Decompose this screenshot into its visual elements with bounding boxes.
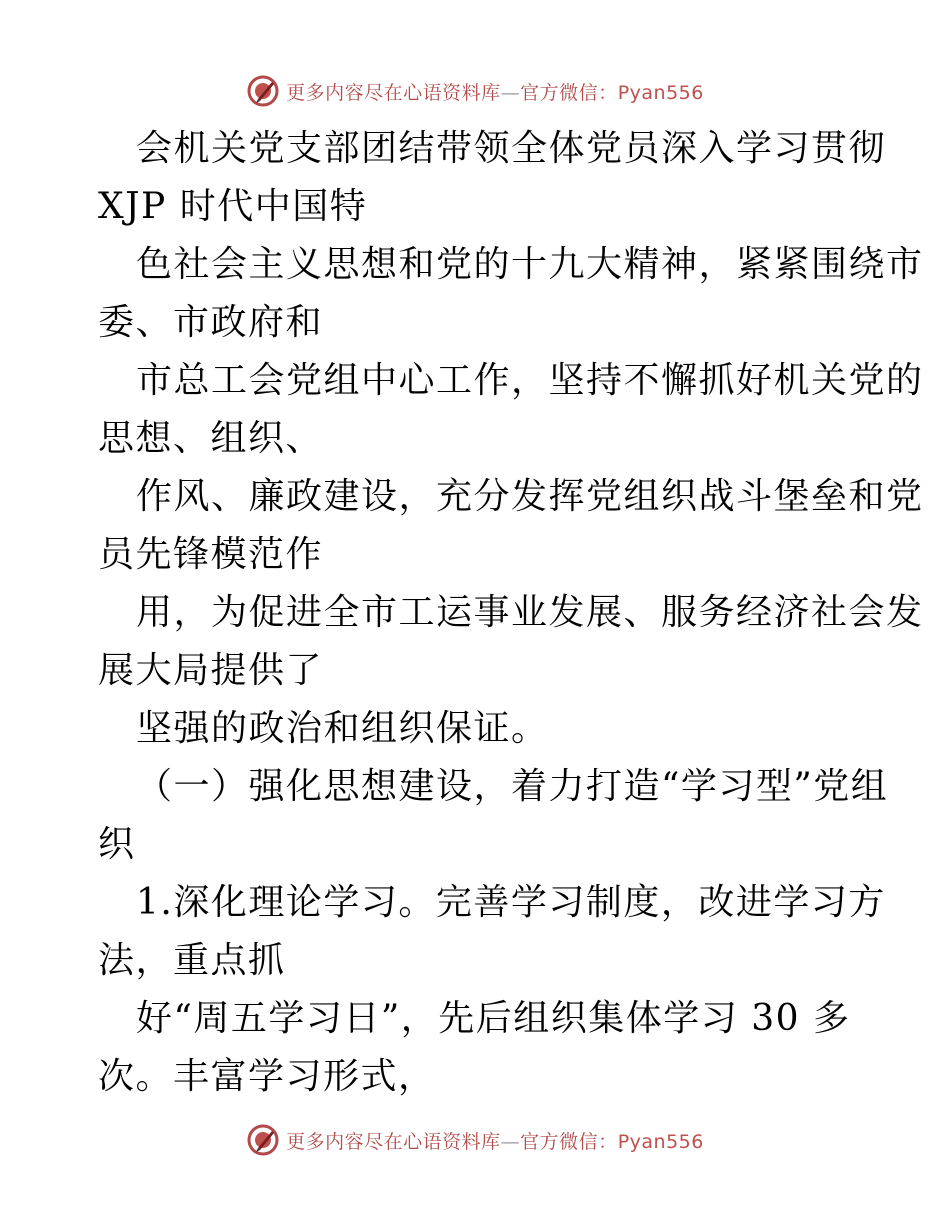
body-text-line: 思想、组织、 (98, 418, 324, 459)
watermark-brand: 更多内容尽在心语资料库 (286, 1130, 501, 1153)
body-text-line: 展大局提供了 (98, 650, 324, 691)
body-text-line: XJP 时代中国特 (98, 186, 368, 227)
body-text-line: 织 (98, 824, 136, 865)
body-text-line: 市总工会党组中心工作，坚持不懈抓好机关党的 (136, 360, 924, 401)
body-text-line: 坚强的政治和组织保证。 (136, 708, 549, 749)
watermark-text (286, 78, 704, 105)
body-text-line: 会机关党支部团结带领全体党员深入学习贯彻 (136, 128, 887, 169)
body-text-line: 1.深化理论学习。完善学习制度，改进学习方 (136, 882, 886, 923)
watermark-wechat-label: 官方微信： (520, 81, 618, 104)
pen-logo-icon (246, 1123, 280, 1157)
watermark-wechat-label: 官方微信： (520, 1130, 618, 1153)
watermark-separator: — (500, 1130, 521, 1153)
document-body (98, 120, 924, 1106)
body-text-line: 用，为促进全市工运事业发展、服务经济社会发 (136, 592, 924, 633)
body-text-line: 法，重点抓 (98, 940, 286, 981)
body-text-line: 次。丰富学习形式， (98, 1056, 436, 1097)
pen-logo-icon (246, 74, 280, 108)
watermark-wechat-id: Pyan556 (617, 81, 704, 104)
body-text-line: 作风、廉政建设，充分发挥党组织战斗堡垒和党 (136, 476, 924, 517)
body-text-line: 色社会主义思想和党的十九大精神，紧紧围绕市 (136, 244, 924, 285)
body-text-line: （一）强化思想建设，着力打造“学习型”党组 (136, 766, 889, 807)
header-watermark (0, 71, 950, 111)
footer-watermark (0, 1120, 950, 1160)
body-text-line: 好“周五学习日”，先后组织集体学习 30 多 (136, 998, 851, 1039)
watermark-wechat-id: Pyan556 (617, 1130, 704, 1153)
watermark-brand: 更多内容尽在心语资料库 (286, 81, 501, 104)
body-text-line: 委、市政府和 (98, 302, 324, 343)
watermark-separator: — (500, 81, 521, 104)
body-text-line: 员先锋模范作 (98, 534, 324, 575)
watermark-text (286, 1127, 704, 1154)
